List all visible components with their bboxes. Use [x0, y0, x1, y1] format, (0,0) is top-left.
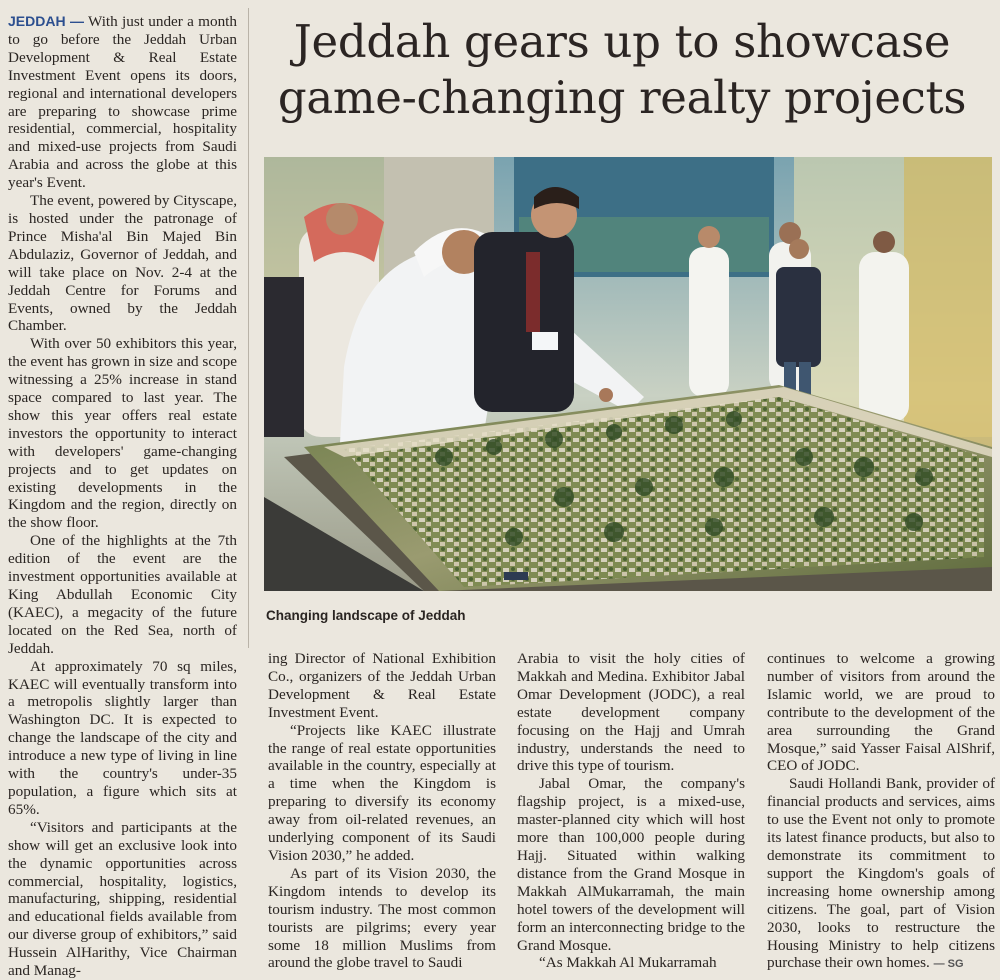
article-column-3 [517, 650, 745, 972]
article-column-1 [8, 13, 237, 980]
article-column-4 [767, 650, 995, 974]
col4-paragraph-2 [767, 775, 995, 974]
col4-paragraph-1: continues to welcome a growing number of visitors from around the Islamic world, we are proud to contribute to the development of the area surrounding the Grand Mosque,” said Yasser Faisal AlShrif, CEO of JODC. [767, 650, 995, 775]
photo-caption: Changing landscape of Jeddah [266, 608, 466, 623]
headline-line-1: Jeddah gears up to showcase [293, 15, 951, 68]
col3-paragraph-1: Arabia to visit the holy cities of Makkah and Medina. Exhibitor Jabal Omar Development (JODC), a real estate development company focusing on the Hajj and Umrah industry, understands the need to drive this type of tourism. [517, 650, 745, 775]
exhibition-photo [264, 157, 992, 591]
col3-paragraph-3: “As Makkah Al Mukarramah [539, 954, 717, 972]
col3-paragraph-2: Jabal Omar, the company's flagship project, is a mixed-use, master-planned city which will host more than 100,000 people during Hajj. Situated within walking distance from the Grand Mosque in Makkah AlMukarramah, the main hotel towers of the development will form an interconnecting bridge to the Grand Mosque. [517, 775, 745, 954]
col2-paragraph-1: ing Director of National Exhibition Co., organizers of the Jeddah Urban Development & Real Estate Investment Event. [268, 650, 496, 721]
col4-paragraph-2-text: Saudi Hollandi Bank, provider of financial products and services, aims to use the Event not only to promote its latest finance products, but also to demonstrate its commitment to support the Kingdom's goals of increasing home ownership among citizens. The goal, part of Vision 2030, looks to restructure the Housing Ministry to help citizens purchase their own homes. [767, 775, 995, 972]
col1-paragraph-6: “Visitors and participants at the show will get an exclusive look into the dynamic opportunities across commercial, hospitality, logistics, manufacturing, shipping, residential and educational fields available from our diverse group of exhibitors,” said Hussein AlHarithy, Vice Chairman and Manag- [8, 818, 237, 980]
col1-paragraph-2: The event, powered by Cityscape, is hosted under the patronage of Prince Misha'al Bin Majed Bin Abdulaziz, Governor of Jeddah, and will take place on Nov. 2-4 at the Jeddah Centre for Forums and Events, owned by the Jeddah Chamber. [8, 192, 237, 335]
dateline: JEDDAH — [8, 13, 84, 29]
col1-paragraph-1-text: With just under a month to go before the Jeddah Urban Development & Real Estate Investment Event opens its doors, regional and international developers are preparing to showcase prime residential, commercial, hospitality and mixed-use projects from Saudi Arabia and across the globe at this year's Event. [8, 13, 237, 192]
col2-paragraph-3: As part of its Vision 2030, the Kingdom intends to develop its tourism industry. The most common tourists are pilgrims; every year some 18 million Muslims from around the globe travel to Saudi [268, 864, 496, 972]
headline-line-2: game-changing realty projects [277, 71, 967, 124]
col1-paragraph-5: At approximately 70 sq miles, KAEC will eventually transform into a metropolis slightly larger than Washington DC. It is expected to change the landscape of the city and introduce a new type of living in line with the country's under-35 population, a figure which sits at 65%. [8, 657, 237, 818]
headline [252, 14, 992, 126]
col1-paragraph-3: With over 50 exhibitors this year, the event has grown in size and scope witnessing a 25% increase in stand space compared to last year. The show this year offers real estate investors the opportunity to interact with developers' game-changing projects and to get updates on existing developments in the Kingdom and the region, directly on the show floor. [8, 335, 238, 532]
col2-paragraph-2: “Projects like KAEC illustrate the range of real estate opportunities available in the country, especially at a time when the Kingdom is preparing to diversify its economy away from oil-related revenues, an underlying component of its Saudi Vision 2030,” he added. [268, 721, 496, 864]
photo-illustration [264, 157, 992, 591]
col1-paragraph-4: One of the highlights at the 7th edition of the event are the investment opportunities available at King Abdullah Economic City (KAEC), a megacity of the future located on the Red Sea, north of Jeddah. [8, 532, 237, 657]
column-divider-top [248, 8, 249, 648]
col1-paragraph-1 [8, 13, 237, 192]
author-signature: — SG [933, 958, 964, 971]
article-column-2 [268, 650, 496, 972]
